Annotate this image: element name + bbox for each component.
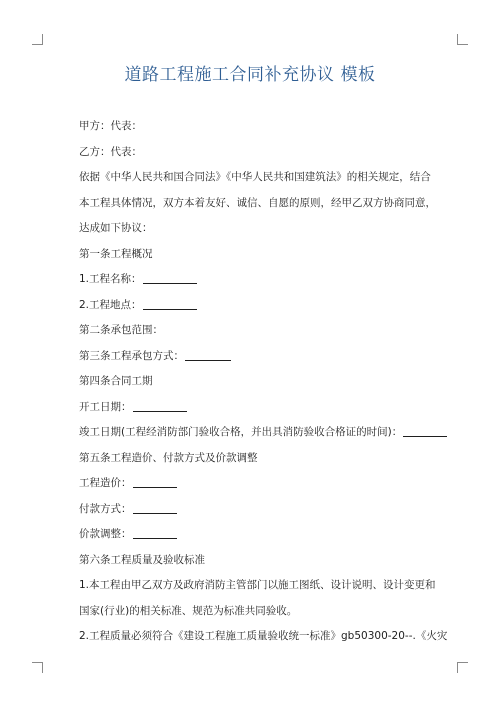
start-date-line	[64, 395, 436, 421]
price-adjustment-label: 价款调整：	[79, 528, 132, 540]
completion-date-line	[64, 420, 436, 446]
project-cost-blank	[133, 475, 177, 488]
start-date-blank	[133, 399, 187, 412]
intro-paragraph: 依据《中华人民共和国合同法》《中华人民共和国建筑法》的相关规定，结合本工程具体情况，双方本着友好、诚信、自愿的原则，经甲乙双方协商同意，达成如下协议：	[79, 171, 436, 234]
project-cost-label: 工程造价：	[79, 477, 132, 489]
project-name-blank	[143, 271, 197, 284]
project-location-label: 2.工程地点：	[79, 298, 142, 311]
party-b-line: 乙方：代表：	[79, 145, 142, 158]
document-title: 道路工程施工合同补充协议 模板	[124, 65, 376, 85]
project-name-label: 1.工程名称：	[79, 273, 142, 285]
article-6-item-2: 2.工程质量必须符合《建设工程施工质量验收统一标准》gb50300-20--.《火灾	[79, 630, 448, 642]
price-adjustment-blank	[133, 526, 177, 539]
crop-mark-top-right	[457, 34, 468, 45]
project-location-line	[64, 293, 436, 319]
start-date-label: 开工日期：	[79, 400, 132, 413]
article-4-heading: 第四条合同工期	[79, 375, 153, 387]
payment-method-label: 付款方式：	[79, 502, 132, 515]
article-2-heading: 第二条承包范围：	[79, 324, 163, 336]
completion-date-label: 竣工日期(工程经消防部门验收合格，并出具消防验收合格证的时间)：	[79, 426, 403, 438]
crop-mark-bottom-left	[32, 662, 43, 673]
project-cost-line	[64, 471, 436, 497]
project-name-line	[64, 267, 436, 293]
contract-method-blank	[185, 348, 231, 361]
article-3-line	[64, 344, 436, 370]
completion-date-blank	[403, 424, 447, 437]
crop-mark-top-left	[32, 34, 43, 45]
party-a-line: 甲方：代表：	[79, 120, 142, 132]
price-adjustment-line	[64, 522, 436, 548]
article-5-heading: 第五条工程造价、付款方式及价款调整	[79, 451, 258, 464]
project-location-blank	[143, 297, 197, 310]
article-1-heading: 第一条工程概况	[79, 247, 153, 260]
crop-mark-bottom-right	[457, 662, 468, 673]
article-6-item-1: 1.本工程由甲乙双方及政府消防主管部门以施工图纸、设计说明、设计变更和国家(行业)的相关标准、规范为标准共同验收。	[79, 579, 436, 617]
article-3-label: 第三条工程承包方式：	[79, 349, 184, 362]
article-6-heading: 第六条工程质量及验收标准	[79, 553, 205, 566]
document-body	[64, 114, 448, 650]
payment-method-blank	[133, 501, 177, 514]
payment-method-line	[64, 497, 436, 523]
